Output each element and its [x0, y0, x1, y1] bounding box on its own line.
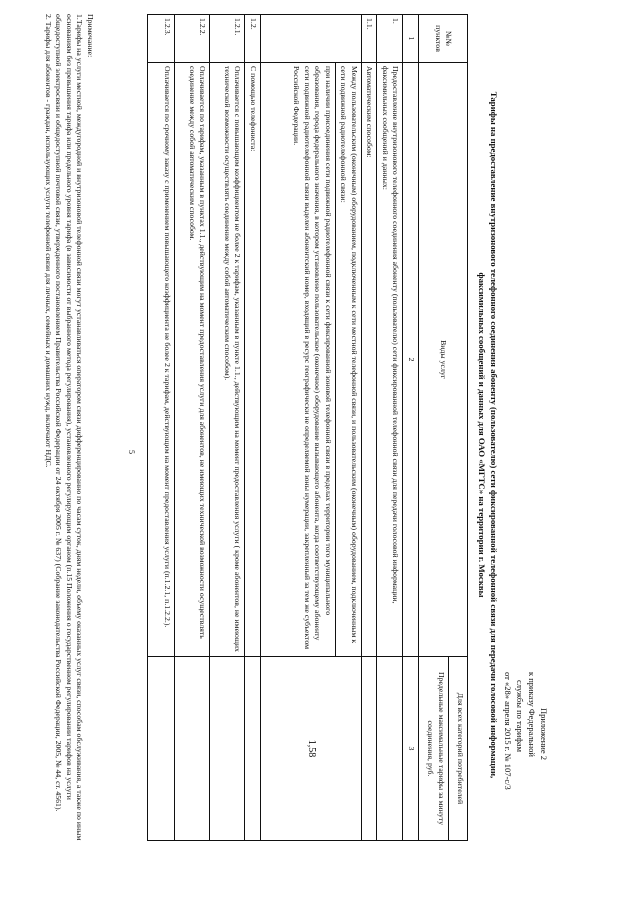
title-line-2: факсимильных сообщений и данных для ОАО «МГТС» на территории г. Москвы: [477, 272, 487, 598]
header-service: Виды услуг: [419, 63, 468, 657]
table-row: [148, 15, 175, 841]
title-line-1: Тарифы на предоставление внутризонового телефонного соединения абоненту (пользователю) сети фиксированной телефонной связи для передачи голосовой информации,: [489, 91, 499, 779]
appendix-line-4: от «28» апреля 2015 г. № 107-с/3: [503, 672, 513, 790]
tariff-table: [148, 14, 469, 841]
row-text: Оплачивается по тарифам, указанным в пунктах 1.1., действующим на момент предоставления услуги для абонентов, не имеющих технической возможности осуществлять соединение между собой автоматическим способом.: [175, 63, 210, 657]
col-number-2: 2: [403, 63, 419, 657]
document-title: [476, 30, 500, 840]
row-price-empty: [362, 657, 378, 841]
row-price-empty: [148, 657, 175, 841]
row-num: 1.: [377, 15, 403, 63]
row-num: 1.1.: [362, 15, 378, 63]
row-price-empty: [377, 657, 403, 841]
row-num: 1.2.1.: [210, 15, 245, 63]
row-text: Предоставление внутризонового телефонного соединения абоненту (пользователю) сети фиксированной телефонной связи для передачи голосовой информации, факсимильных сообщений и данных:: [377, 63, 403, 657]
header-all-categories: Для всех категорий потребителей: [448, 657, 467, 841]
notes-block: [42, 14, 95, 854]
row-text: при наличии присоединения сети подвижной радиотелефонной связи к сети фиксированной зоновой телефонной связи в пределах территории того муниципального образования, города федерального значения, в котором установлено пользовательское (оконечное) оборудование вызывающего абонента, когда соответствующему абоненту сети подвижной радиотелефонной связи выделен абонентский номер, входящий в ресурс географически не определяемой зоны нумерации, закрепленный за тем же субъектом Российской Федерации.: [261, 63, 336, 657]
table-row: [336, 15, 362, 841]
row-price-empty: [210, 657, 245, 841]
tariff-price: 1,58: [261, 657, 362, 841]
row-text: Оплачивается по срочному заказу с применением повышающего коэффициента не более 2 к тарифам, действующим на момент предоставления услуги (п.1.2.1, п.1.2.2.).: [148, 63, 175, 657]
page-number: 5: [127, 450, 136, 454]
row-text: С помощью телефониста:: [245, 63, 261, 657]
appendix-line-3: службы по тарифам: [515, 680, 525, 753]
row-num: 1.2.2.: [175, 15, 210, 63]
notes-heading: Примечание:: [86, 14, 95, 58]
header-max-tariffs: Предельные максимальные тарифы за минуту соединения, руб.: [419, 657, 449, 841]
table-row: [175, 15, 210, 841]
col-number-3: 3: [403, 657, 419, 841]
row-price-empty: [175, 657, 210, 841]
column-number-row: [403, 15, 419, 841]
table-row: [362, 15, 378, 841]
row-text: Оплачивается с повышающим коэффициентом не более 2 к тарифам, указанным в пункте 1.1., действующим на момент предоставления услуги ( кроме абонентов, не имеющих технической возможности осуществлять соединение между собой автоматическим способом).: [210, 63, 245, 657]
row-num: [261, 15, 362, 63]
row-num: 1.2.: [245, 15, 261, 63]
row-text: Автоматическим способом:: [362, 63, 378, 657]
row-num: 1.2.3.: [148, 15, 175, 63]
table-row: [245, 15, 261, 841]
note-item-2: 2. Тарифы для абонентов - граждан, использующих услуги телефонной связи для личных, семейных и домашних нужд, включают НДС.: [43, 14, 53, 468]
row-price-empty: [245, 657, 261, 841]
note-item-1: 1.Тарифы на услуги местной, междугородной и внутризоновой телефонной связи могут устанавливаться оператором связи дифференцированно по часам суток, дням недели, объему оказанных услуг связи, способам обслуживания, а также по иным основаниям без превышения тарифа или предельного уровня тарифа (в зависимости от выбранного метода регулирования), установленного регулирующим органом (п.15 Положения о государственном регулировании тарифов на услуги общедоступной электросвязи и общедоступной почтовой связи, утвержденного постановлением Правительства Российской Федерации от 24 октября 2005 г. № 637) (Собрание законодательства Российской Федерации, 2005, № 44, ст. 4561).: [54, 14, 85, 841]
table-header-row: [448, 15, 467, 841]
appendix-line-1: Приложение 2: [539, 708, 549, 760]
table-row: [377, 15, 403, 841]
table-row: [210, 15, 245, 841]
header-num: №№ пунктов: [419, 15, 468, 63]
row-text: Между пользовательским (оконечным) оборудованием, подключенным к сети местной телефонной связи, и пользовательским (оконечным) оборудованием, подключенным к сети подвижной радиотелефонной связи:: [336, 63, 362, 657]
appendix-line-2: к приказу Федеральной: [527, 672, 537, 757]
appendix-block: [502, 672, 550, 892]
col-number-1: 1: [403, 15, 419, 63]
